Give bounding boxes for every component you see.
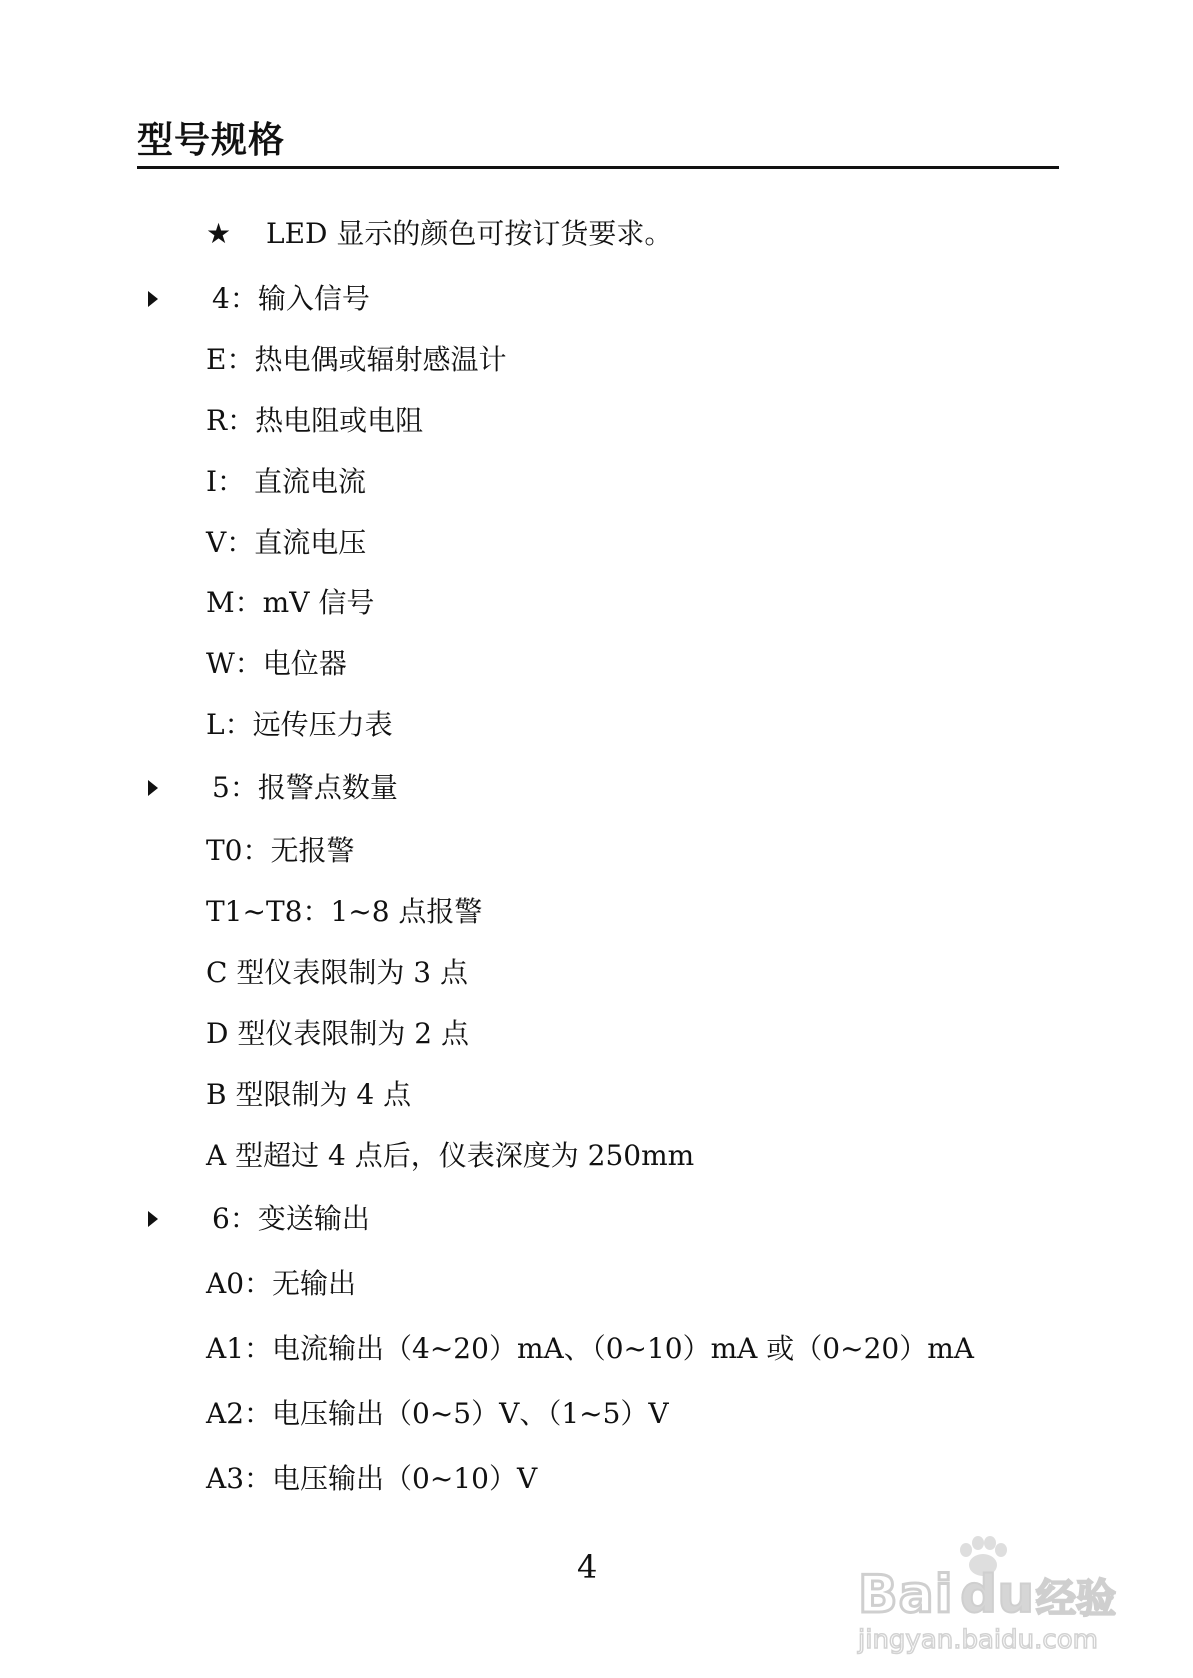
star-note: LED 显示的颜色可按订货要求。: [266, 217, 673, 250]
bullet-triangle-icon: [148, 1211, 158, 1227]
svg-text:jingyan.baidu.com: jingyan.baidu.com: [858, 1625, 1098, 1655]
list-item: D 型仪表限制为 2 点: [206, 1017, 469, 1050]
svg-text:du: du: [960, 1565, 1035, 1625]
list-item: T0：无报警: [206, 834, 355, 867]
list-item: A3：电压输出（0~10）V: [206, 1462, 538, 1495]
section-heading: 4：输入信号: [212, 282, 370, 315]
title-rule: [137, 166, 1059, 169]
bullet-triangle-icon: [148, 780, 158, 796]
star-icon: ★: [206, 217, 232, 250]
page-title: 型号规格: [137, 120, 286, 161]
list-item: I： 直流电流: [206, 465, 366, 498]
list-item: C 型仪表限制为 3 点: [206, 956, 468, 989]
list-item: V：直流电压: [206, 526, 367, 559]
list-item: A2：电压输出（0~5）V、（1~5）V: [206, 1397, 669, 1430]
list-item: R：热电阻或电阻: [206, 404, 424, 437]
list-item: B 型限制为 4 点: [206, 1078, 412, 1111]
page-number: 4: [577, 1548, 598, 1586]
bullet-triangle-icon: [148, 291, 158, 307]
list-item: E：热电偶或辐射感温计: [206, 343, 507, 376]
list-item: L：远传压力表: [206, 708, 393, 741]
list-item: A0：无输出: [206, 1267, 357, 1300]
svg-text:经验: 经验: [1036, 1576, 1116, 1622]
list-item: A1：电流输出（4~20）mA、（0~10）mA 或（0~20）mA: [206, 1332, 974, 1365]
list-item: A 型超过 4 点后，仪表深度为 250mm: [206, 1139, 695, 1172]
list-item: M：mV 信号: [206, 586, 375, 619]
list-item: T1~T8：1~8 点报警: [206, 895, 483, 928]
baidu-watermark: [852, 1520, 1152, 1660]
svg-text:Bai: Bai: [858, 1565, 954, 1625]
list-item: W：电位器: [206, 647, 347, 680]
section-heading: 6：变送输出: [212, 1202, 370, 1235]
section-heading: 5：报警点数量: [212, 771, 398, 804]
